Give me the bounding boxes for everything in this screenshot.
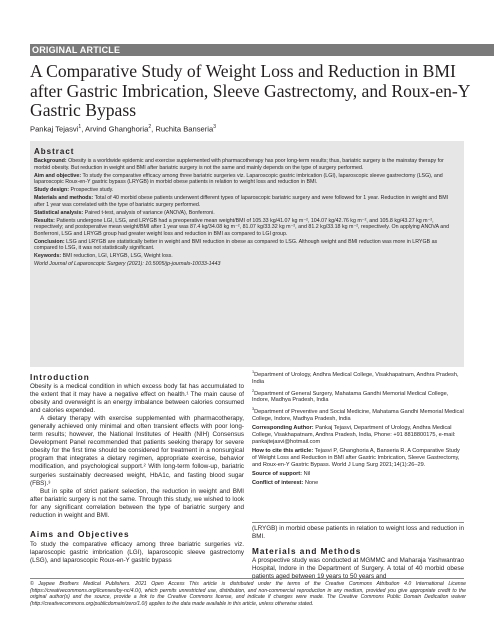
methods-heading: Materials and Methods (252, 547, 362, 556)
abstract-background: Background: Obesity is a worldwide epidemic and exercise supplemented with pharmacotherapy has poor long-term results; thus, bariatric surgery is the mainstay therapy for morbid obesity. But reduction in weight and BMI after bariatric surgery is not the same and mainly depends on the type of surgery performed. (34, 158, 444, 171)
abstract-heading: Abstract (34, 147, 75, 156)
author-affiliation-mark: 3 (213, 124, 216, 130)
abstract-design: Study design: Prospective study. (34, 187, 114, 194)
intro-paragraph-2: A dietary therapy with exercise supplemented with pharmacotherapy, generally achieved only minimal and often transient effects with poor long-term results; however, the National Institutes of Health (NIH) Consensus Development Panel recommended that patients seeking therapy for severe obesity for the first time should be considered for treatment in a nonsurgical program that integrates a dietary regimen, appropriate exercise, behavior modification, and psychological support.² With long-term follow-up, bariatric surgeries sustainably decreased weight, HbA1c, and fasting blood sugar (FBS).³ (30, 415, 244, 487)
author-name: Pankaj Tejasvi (30, 124, 79, 134)
abstract-body (34, 158, 460, 269)
article-title: A Comparative Study of Weight Loss and Reduction in BMI after Gastric Imbrication, Sleeve Gastrectomy, and Roux-en-Y Gastric Bypass (30, 61, 470, 120)
intro-paragraph-1: Obesity is a medical condition in which excess body fat has accumulated to the extent that it may have a negative effect on health.¹ The main cause of obesity and overweight is an energy imbalance between calories consumed and calories expended. (30, 383, 244, 415)
abstract-stats: Statistical analysis: Paired t-test, analysis of variance (ANOVA), Bonferroni. (34, 209, 215, 216)
aims-continuation: (LRYGB) in morbid obese patients in relation to weight loss and reduction in BMI. (252, 525, 464, 541)
abstract-methods: Materials and methods: Total of 40 morbid obese patients underwent different types of laparoscopic bariatric surgery and were followed for 1 year. Reduction in weight and BMI after 1 year was correlated with the type of bariatric surgery performed. (34, 195, 449, 208)
affiliation-3: $^3$Department of Preventive and Social Medicine, Mahatama Gandhi Memorial Medical College, Indore, Madhya Pradesh, India (252, 407, 464, 423)
affiliation-divider (252, 522, 464, 523)
abstract-citation: World Journal of Laparoscopic Surgery (2021): 10.5005/jp-journals-10033-1443 (34, 261, 221, 268)
author-separator: , (151, 124, 156, 134)
affiliation-1: $^1$Department of Urology, Andhra Medical College, Visakhapatnam, Andhra Pradesh, India (252, 370, 459, 385)
footer-divider (30, 578, 464, 579)
aims-heading: Aims and Objectives (30, 530, 130, 539)
introduction-heading: Introduction (30, 373, 90, 382)
abstract-results: Results: Patients undergone LGI, LSG, and LRYGB had a preoperative mean weight/BMI of 105.33 kg/41.07 kg m⁻², 104.07 kg/42.76 kg m⁻², and 105.8 kg/43.27 kg m⁻², respectively; and postoperative mean weight/BMI after 1 year was 87.4 kg/34.08 kg m⁻², 81.07 kg/33.32 kg m⁻², and 81.2 kg/33.18 kg m⁻², respectively. On applying ANOVA and Bonferroni, LSG and LRYGB group had greater weight loss and reduction in BMI as compared to LGI group. (34, 217, 450, 237)
affiliation-2: $^2$Department of General Surgery, Mahatama Gandhi Memorial Medical College, Indore, Madhya Pradesh, India (252, 388, 449, 404)
abstract-aim: Aim and objective: To study the comparative efficacy among three bariatric surgeries viz. Laparoscopic gastric imbrication (LGI), laparoscopic sleeve gastrectomy (LSG), and laparoscopic Roux-en-Y gastric bypass (LRYGB) in morbid obese patients in relation to weight loss and reduction in BMI. (34, 172, 443, 186)
source-of-support: Source of support: Nil (252, 470, 311, 477)
conflict-of-interest: Conflict of interest: None (252, 479, 319, 486)
author-list (30, 124, 216, 134)
author-affiliation-mark: 1 (78, 124, 82, 130)
abstract-keywords: Keywords: BMI reduction, LGI, LRYGB, LSG, Weight loss. (34, 253, 173, 260)
intro-paragraph-3: But in spite of strict patient selection, the reduction in weight and BMI after bariatric surgery is not the same. Through this study, we wished to look for any significant correlation between the type of bariatric surgery and reduction in weight and BMI. (30, 487, 244, 519)
author-affiliation-mark: 2 (148, 124, 152, 130)
abstract-conclusion: Conclusion: LSG and LRYGB are statistically better in weight and BMI reduction in obese as compared to LSG. Although weight and BMI reduction was more in LRYGB as compared to LSG, it was not statistically significant. (34, 238, 438, 252)
affiliations-block (252, 369, 464, 489)
author-name: Ruchita Banseria (155, 124, 214, 134)
author-separator: , (81, 124, 85, 134)
aims-body: To study the comparative efficacy among three bariatric surgeries viz. laparoscopic gastric imbrication (LGI), laparoscopic sleeve gastrectomy (LSG), and laparoscopic Roux-en-Y gastric bypass (30, 541, 244, 565)
author-name: Arvind Ghanghoria (85, 124, 149, 134)
how-to-cite: How to cite this article: Tejasvi P, Ghanghoria A, Banseria R. A Comparative Study of Weight Loss and Reduction in BMI after Gastric Imbrication, Sleeve Gastrectomy, and Roux-en-Y Gastric Bypass. World J Lung Surg 2021;14(1):26–29. (252, 447, 460, 468)
methods-body: A prospective study was conducted at MGMMC and Maharaja Yashwantrao Hospital, Indore in the Department of Surgery. A total of 40 morbid obese patients aged between 19 years to 50 years and (252, 557, 464, 581)
license-footer: © Jaypee Brothers Medical Publishers. 2021 Open Access This article is distributed under the terms of the Creative Commons Attribution 4.0 International License (https://creativecommons.org/licenses/by-nc/4.0/), which permits unrestricted use, distribution, and non-commercial reproduction in any medium, provided you give appropriate credit to the original author(s) and the source, provide a link to the Creative Commons license, and indicate if changes were made. The Creative Commons Public Domain Dedication waiver (http://creativecommons.org/publicdomain/zero/1.0/) applies to the data made available in this article, unless otherwise stated. (30, 581, 466, 607)
introduction-body (30, 383, 244, 520)
corresponding-author: Corresponding Author: Pankaj Tejasvi, Department of Urology, Andhra Medical College, Visakhapatnam, Andhra Pradesh, India, Phone: +91 8818800175, e-mail: pankajtejasvi@hotmail.com (252, 425, 456, 445)
article-type-label: ORIGINAL ARTICLE (32, 45, 121, 55)
page-top-margin (0, 0, 494, 44)
